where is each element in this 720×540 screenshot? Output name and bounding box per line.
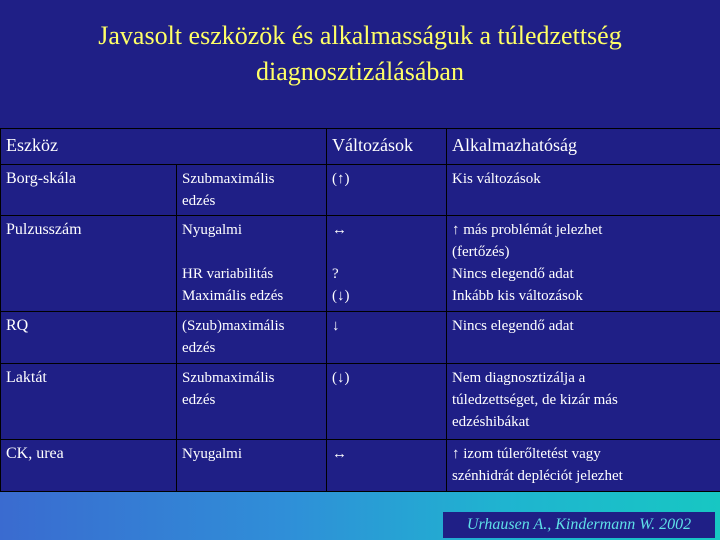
applicability-line: Nem diagnosztizálja a xyxy=(452,370,586,386)
table-row xyxy=(1,165,720,216)
cell-applicability xyxy=(447,216,720,312)
slide-title-line-2: diagnosztizálásában xyxy=(256,57,464,86)
cell-applicability xyxy=(447,364,720,440)
cell-condition xyxy=(177,364,327,440)
condition-line: edzés xyxy=(182,193,216,209)
applicability-line: Nincs elegendő adat xyxy=(452,318,574,334)
cell-change xyxy=(327,364,447,440)
cell-tool: RQ xyxy=(1,312,177,364)
cell-applicability xyxy=(447,165,720,216)
cell-tool: Borg-skála xyxy=(1,165,177,216)
cell-applicability xyxy=(447,440,720,492)
cell-condition xyxy=(177,440,327,492)
condition-line: Szubmaximális xyxy=(182,171,275,187)
change-value: (↓) xyxy=(332,370,350,386)
condition-line: (Szub)maximális xyxy=(182,318,285,334)
cell-condition xyxy=(177,165,327,216)
slide-title xyxy=(0,18,720,90)
cell-condition xyxy=(177,312,327,364)
applicability-line: ↑ más problémát jelezhet xyxy=(452,222,603,238)
change-value: (↑) xyxy=(332,171,350,187)
applicability-line: (fertőzés) xyxy=(452,244,510,260)
header-changes: Változások xyxy=(327,129,447,165)
change-value: ↔ xyxy=(332,222,348,238)
change-value: (↓) xyxy=(332,288,350,304)
cell-tool: CK, urea xyxy=(1,440,177,492)
condition-line: Nyugalmi xyxy=(182,446,242,462)
cell-change xyxy=(327,312,447,364)
cell-condition xyxy=(177,216,327,312)
applicability-line: szénhidrát depléciót jelezhet xyxy=(452,468,623,484)
condition-line: Maximális edzés xyxy=(182,288,284,304)
cell-change xyxy=(327,216,447,312)
change-value: ↔ xyxy=(332,446,348,462)
applicability-line: túledzettséget, de kizár más xyxy=(452,392,618,408)
cell-tool: Pulzusszám xyxy=(1,216,177,312)
cell-change xyxy=(327,165,447,216)
condition-line: Nyugalmi xyxy=(182,222,242,238)
applicability-line: ↑ izom túlerőltetést vagy xyxy=(452,446,601,462)
applicability-line: edzéshibákat xyxy=(452,414,530,430)
change-value: ↓ xyxy=(332,318,340,334)
applicability-line: Inkább kis változások xyxy=(452,288,583,304)
condition-line: HR variabilitás xyxy=(182,266,274,282)
table-row xyxy=(1,312,720,364)
condition-line: edzés xyxy=(182,392,216,408)
cell-tool: Laktát xyxy=(1,364,177,440)
tools-table xyxy=(0,128,720,492)
table-header-row xyxy=(1,129,720,165)
citation: Urhausen A., Kindermann W. 2002 xyxy=(443,512,715,538)
cell-change xyxy=(327,440,447,492)
table-row xyxy=(1,440,720,492)
condition-line: Szubmaximális xyxy=(182,370,275,386)
applicability-line: Kis változások xyxy=(452,171,541,187)
applicability-line: Nincs elegendő adat xyxy=(452,266,574,282)
table-row xyxy=(1,216,720,312)
condition-line: edzés xyxy=(182,340,216,356)
slide-title-line-1: Javasolt eszközök és alkalmasságuk a túledzettség xyxy=(98,21,622,50)
cell-applicability xyxy=(447,312,720,364)
header-applicability: Alkalmazhatóság xyxy=(447,129,720,165)
header-tool: Eszköz xyxy=(1,129,327,165)
change-value: ? xyxy=(332,266,339,282)
table-row xyxy=(1,364,720,440)
